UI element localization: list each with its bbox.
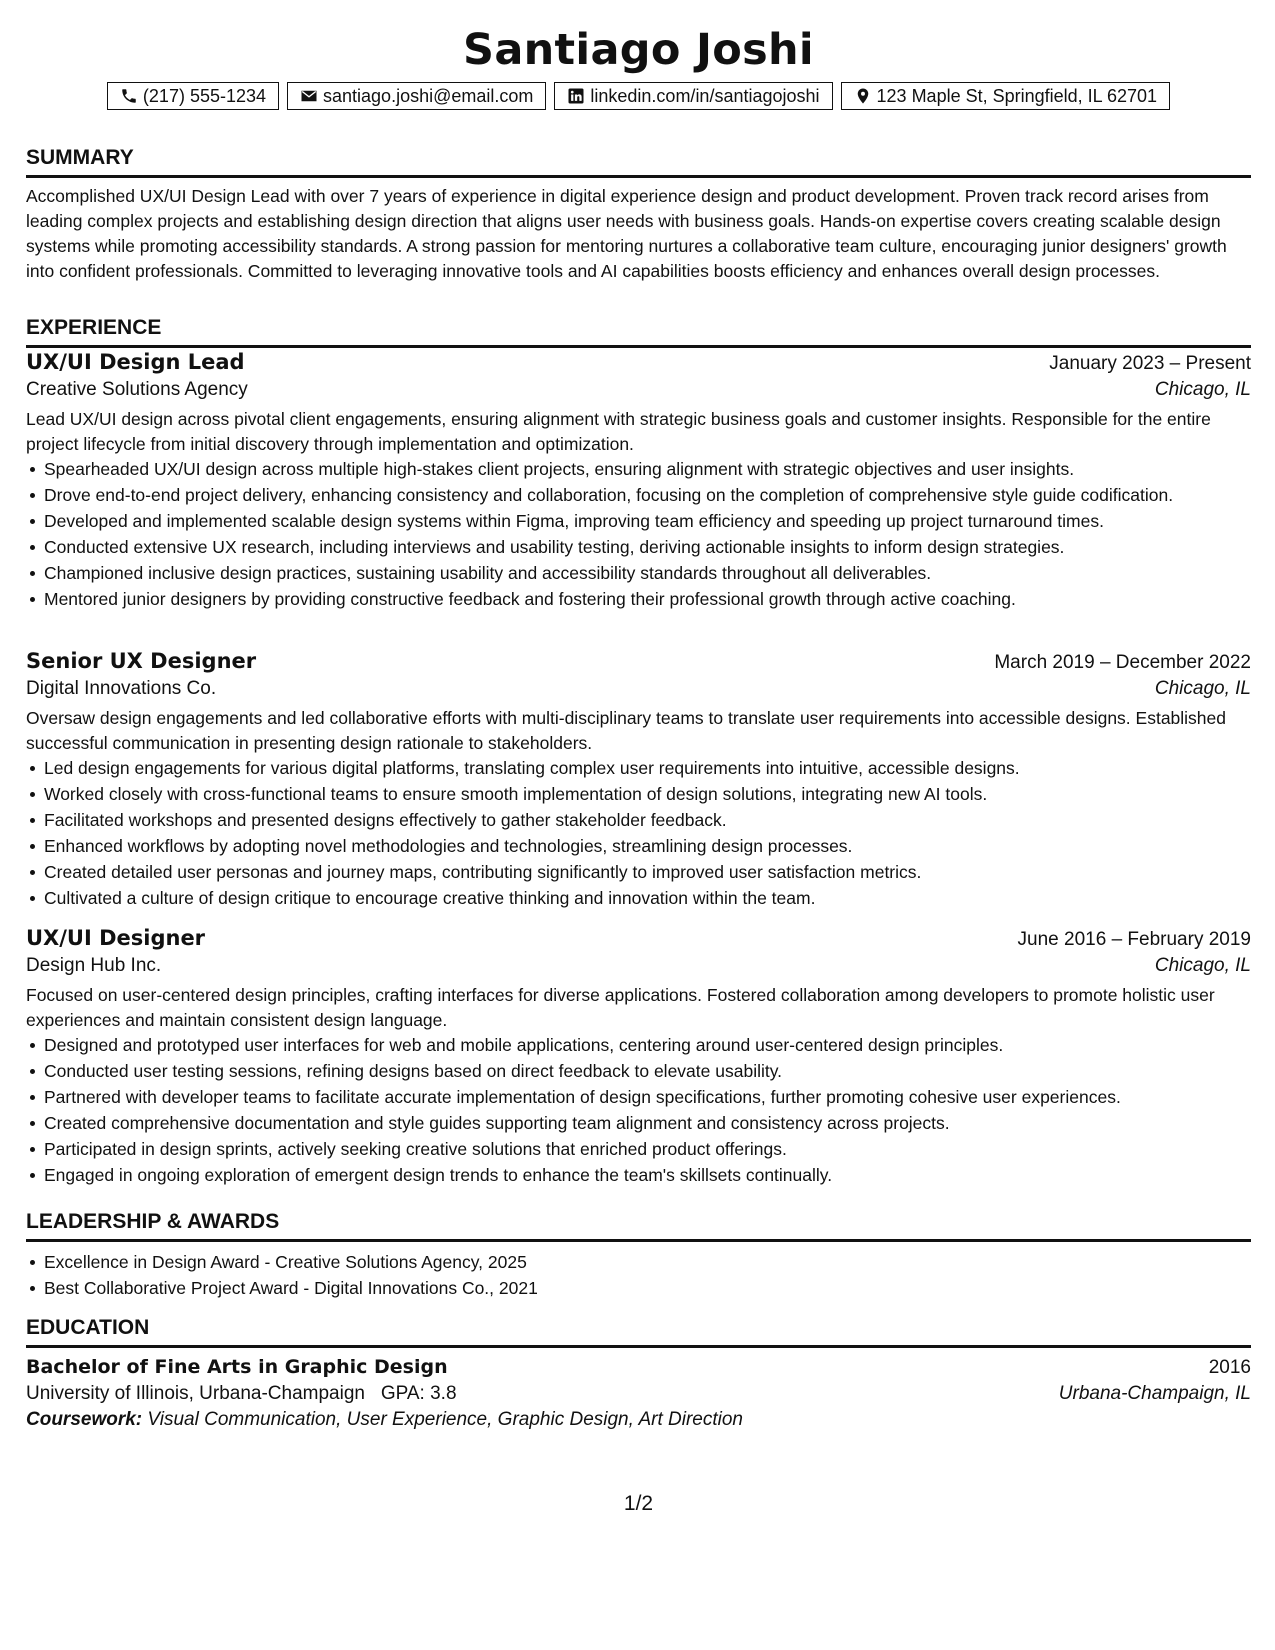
experience-heading: EXPERIENCE [26,316,1251,348]
education-section [26,1316,1251,1431]
contact-linkedin[interactable] [554,82,832,110]
summary-text: Accomplished UX/UI Design Lead with over 7 years of experience in digital experience design and product development. Proven track record arises from leading complex projects and establishing design direction that aligns user needs with business goals. Hands-on expertise covers creating scalable design systems while promoting accessibility standards. A strong passion for mentoring nurtures a collaborative team culture, encouraging junior designers' growth into confident professionals. Committed to leveraging innovative tools and AI capabilities boosts efficiency and enhances overall design processes. [26,186,1227,281]
coursework-list: Visual Communication, User Experience, Graphic Design, Art Direction [147,1409,743,1430]
award-item: Excellence in Design Award - Creative Solutions Agency, 2025 [44,1250,1251,1275]
job-location: Chicago, IL [1154,678,1251,699]
job-entry [26,350,1251,613]
education-heading: EDUCATION [26,1316,1251,1348]
contact-phone[interactable] [107,82,279,110]
job-dates: January 2023 – Present [1049,353,1251,374]
job-entry [26,926,1251,1189]
job-company: Creative Solutions Agency [26,379,248,400]
job-bullet: Created detailed user personas and journey maps, contributing significantly to improved user satisfaction metrics. [44,860,1251,885]
job-bullet: Engaged in ongoing exploration of emergent design trends to enhance the team's skillsets continually. [44,1163,1251,1188]
awards-section [26,1210,1251,1302]
job-bullet: Partnered with developer teams to facilitate accurate implementation of design specifications, further promoting cohesive user experiences. [44,1085,1251,1110]
job-bullet: Drove end-to-end project delivery, enhancing consistency and collaboration, focusing on the completion of comprehensive style guide codification. [44,483,1251,508]
job-bullet: Led design engagements for various digital platforms, translating complex user requirements into intuitive, accessible designs. [44,756,1251,781]
job-dates: March 2019 – December 2022 [994,652,1251,673]
education-gpa: GPA: 3.8 [380,1383,457,1404]
job-description: Focused on user-centered design principles, crafting interfaces for diverse applications. Fostered collaboration among developers to promote holistic user experiences and maintain consistent design language. [26,985,1215,1030]
job-bullet: Developed and implemented scalable design systems within Figma, improving team efficiency and speeding up project turnaround times. [44,509,1251,534]
job-bullet: Enhanced workflows by adopting novel methodologies and technologies, streamlining design processes. [44,834,1251,859]
resume-page [26,0,1251,1650]
job-company: Digital Innovations Co. [26,678,217,699]
job-description: Lead UX/UI design across pivotal client engagements, ensuring alignment with strategic business goals and customer insights. Responsible for the entire project lifecycle from initial discovery through implementation and optimization. [26,409,1211,454]
contact-email[interactable] [287,82,546,110]
summary-section [26,146,1251,284]
phone-icon [120,87,138,105]
summary-heading: SUMMARY [26,146,1251,178]
education-year: 2016 [1208,1357,1251,1378]
contact-email-text: santiago.joshi@email.com [323,85,534,106]
education-coursework [26,1409,1251,1431]
job-bullet: Created comprehensive documentation and style guides supporting team alignment and consistency across projects. [44,1111,1251,1136]
education-school-line [26,1383,457,1405]
job-title: Senior UX Designer [26,649,257,673]
contact-bar [26,82,1251,110]
job-title: UX/UI Design Lead [26,350,245,374]
job-location: Chicago, IL [1154,379,1251,400]
contact-linkedin-text: linkedin.com/in/santiagojoshi [590,85,820,106]
job-company: Design Hub Inc. [26,955,162,976]
job-bullet: Conducted user testing sessions, refining designs based on direct feedback to elevate usability. [44,1059,1251,1084]
contact-phone-text: (217) 555-1234 [142,85,267,106]
job-bullet: Championed inclusive design practices, sustaining usability and accessibility standards throughout all deliverables. [44,561,1251,586]
envelope-icon [300,87,318,105]
job-bullet: Worked closely with cross-functional teams to ensure smooth implementation of design solutions, integrating new AI tools. [44,782,1251,807]
job-bullet: Participated in design sprints, actively seeking creative solutions that enriched product offerings. [44,1137,1251,1162]
education-degree: Bachelor of Fine Arts in Graphic Design [26,1356,448,1378]
job-bullet: Designed and prototyped user interfaces for web and mobile applications, centering around user-centered design principles. [44,1033,1251,1058]
education-school: University of Illinois, Urbana-Champaign [26,1383,365,1404]
award-item: Best Collaborative Project Award - Digital Innovations Co., 2021 [44,1276,1251,1301]
experience-section [26,316,1251,348]
page-number: 1/2 [623,1492,654,1515]
job-bullet: Conducted extensive UX research, including interviews and usability testing, deriving actionable insights to inform design strategies. [44,535,1251,560]
candidate-name: Santiago Joshi [463,25,814,75]
coursework-label: Coursework: [26,1409,143,1430]
job-bullet: Spearheaded UX/UI design across multiple high-stakes client projects, ensuring alignment with strategic objectives and user insights. [44,457,1251,482]
education-location: Urbana-Champaign, IL [1058,1383,1251,1404]
contact-address-text: 123 Maple St, Springfield, IL 62701 [876,85,1158,106]
awards-heading: LEADERSHIP & AWARDS [26,1210,1251,1242]
linkedin-icon [567,87,585,105]
job-location: Chicago, IL [1154,955,1251,976]
job-bullet: Facilitated workshops and presented designs effectively to gather stakeholder feedback. [44,808,1251,833]
map-pin-icon [854,87,872,105]
job-dates: June 2016 – February 2019 [1017,929,1251,950]
job-title: UX/UI Designer [26,926,206,950]
job-bullet: Mentored junior designers by providing constructive feedback and fostering their professional growth through active coaching. [44,587,1251,612]
job-description: Oversaw design engagements and led collaborative efforts with multi-disciplinary teams to translate user requirements into accessible designs. Established successful communication in presenting design rationale to stakeholders. [26,708,1227,753]
job-bullet: Cultivated a culture of design critique to encourage creative thinking and innovation within the team. [44,886,1251,911]
contact-address[interactable] [841,82,1171,110]
job-entry [26,649,1251,912]
